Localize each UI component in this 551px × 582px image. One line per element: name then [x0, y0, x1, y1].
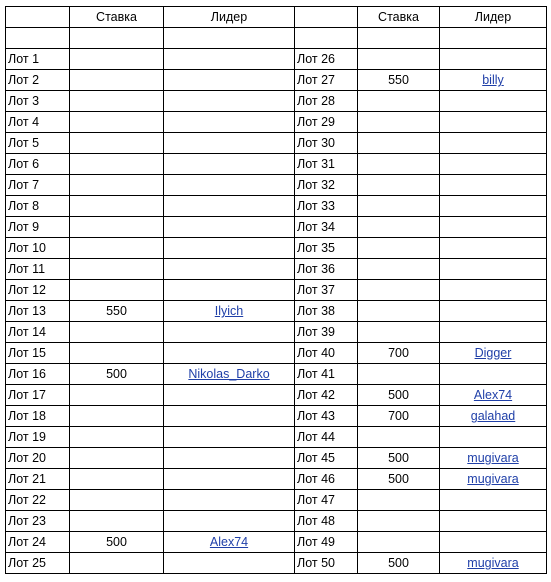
lot-label: Лот 37 [295, 280, 358, 301]
table-row [6, 280, 547, 301]
bid-cell [358, 133, 440, 154]
lot-label: Лот 11 [6, 259, 70, 280]
leader-link[interactable]: billy [482, 73, 504, 87]
bid-cell [70, 259, 164, 280]
bid-cell [70, 322, 164, 343]
empty-cell [358, 28, 440, 49]
lot-label: Лот 36 [295, 259, 358, 280]
lot-label: Лот 33 [295, 196, 358, 217]
bid-cell [70, 49, 164, 70]
leader-cell [164, 301, 295, 322]
auction-lots-table [5, 6, 547, 574]
lot-label: Лот 14 [6, 322, 70, 343]
leader-cell [440, 91, 547, 112]
lot-label: Лот 35 [295, 238, 358, 259]
bid-cell [70, 91, 164, 112]
leader-link[interactable]: Digger [474, 346, 512, 360]
bid-cell [70, 133, 164, 154]
bid-cell: 700 [358, 343, 440, 364]
lot-label: Лот 17 [6, 385, 70, 406]
lot-label: Лот 46 [295, 469, 358, 490]
leader-cell [164, 175, 295, 196]
empty-row [6, 28, 547, 49]
leader-cell [164, 112, 295, 133]
table-row [6, 49, 547, 70]
leader-cell [164, 364, 295, 385]
bid-cell: 700 [358, 406, 440, 427]
table-row [6, 154, 547, 175]
leader-cell [440, 322, 547, 343]
leader-cell [440, 343, 547, 364]
leader-cell [440, 259, 547, 280]
lot-label: Лот 24 [6, 532, 70, 553]
leader-cell [164, 469, 295, 490]
lot-label: Лот 8 [6, 196, 70, 217]
lot-label: Лот 39 [295, 322, 358, 343]
leader-cell [164, 259, 295, 280]
lot-label: Лот 9 [6, 217, 70, 238]
header-bid: Ставка [358, 7, 440, 28]
bid-cell [70, 406, 164, 427]
leader-link[interactable]: mugivara [467, 556, 519, 570]
table-row [6, 70, 547, 91]
leader-cell [440, 364, 547, 385]
leader-cell [440, 448, 547, 469]
bid-cell: 550 [70, 301, 164, 322]
leader-cell [164, 448, 295, 469]
leader-cell [164, 343, 295, 364]
leader-cell [440, 532, 547, 553]
lot-label: Лот 50 [295, 553, 358, 574]
lot-label: Лот 44 [295, 427, 358, 448]
bid-cell [70, 196, 164, 217]
table-row [6, 490, 547, 511]
bid-cell [358, 175, 440, 196]
table-row [6, 133, 547, 154]
lot-label: Лот 4 [6, 112, 70, 133]
table-row [6, 112, 547, 133]
lot-label: Лот 31 [295, 154, 358, 175]
lot-label: Лот 40 [295, 343, 358, 364]
bid-cell [358, 112, 440, 133]
lot-label: Лот 21 [6, 469, 70, 490]
bid-cell: 500 [70, 364, 164, 385]
empty-cell [295, 28, 358, 49]
leader-cell [164, 154, 295, 175]
leader-cell [440, 301, 547, 322]
lot-label: Лот 7 [6, 175, 70, 196]
lot-label: Лот 1 [6, 49, 70, 70]
lot-label: Лот 12 [6, 280, 70, 301]
table-row [6, 175, 547, 196]
lot-label: Лот 16 [6, 364, 70, 385]
bid-cell [70, 448, 164, 469]
leader-link[interactable]: Alex74 [209, 535, 249, 549]
bid-cell [70, 511, 164, 532]
leader-cell [164, 427, 295, 448]
header-row [6, 7, 547, 28]
bid-cell: 500 [358, 385, 440, 406]
bid-cell: 500 [358, 553, 440, 574]
leader-link[interactable]: mugivara [467, 451, 519, 465]
bid-cell: 500 [70, 532, 164, 553]
lot-label: Лот 42 [295, 385, 358, 406]
lot-label: Лот 38 [295, 301, 358, 322]
table-row [6, 511, 547, 532]
bid-cell [70, 469, 164, 490]
bid-cell [70, 280, 164, 301]
leader-cell [440, 70, 547, 91]
table-row [6, 448, 547, 469]
header-cell [6, 7, 70, 28]
bid-cell [358, 154, 440, 175]
bid-cell [70, 427, 164, 448]
leader-cell [164, 70, 295, 91]
table-row [6, 427, 547, 448]
lot-label: Лот 20 [6, 448, 70, 469]
bid-cell [358, 301, 440, 322]
header-cell [295, 7, 358, 28]
lot-label: Лот 30 [295, 133, 358, 154]
table-row [6, 322, 547, 343]
leader-cell [440, 49, 547, 70]
bid-cell: 500 [358, 469, 440, 490]
lot-label: Лот 13 [6, 301, 70, 322]
header-bid: Ставка [70, 7, 164, 28]
leader-cell [164, 532, 295, 553]
table-row [6, 217, 547, 238]
bid-cell [70, 70, 164, 91]
leader-cell [164, 490, 295, 511]
leader-cell [440, 385, 547, 406]
lot-label: Лот 28 [295, 91, 358, 112]
bid-cell [70, 385, 164, 406]
leader-cell [164, 511, 295, 532]
bid-cell [70, 175, 164, 196]
leader-cell [164, 196, 295, 217]
bid-cell [70, 217, 164, 238]
lot-label: Лот 32 [295, 175, 358, 196]
leader-cell [440, 406, 547, 427]
lot-label: Лот 41 [295, 364, 358, 385]
bid-cell [358, 217, 440, 238]
lot-label: Лот 34 [295, 217, 358, 238]
bid-cell [358, 364, 440, 385]
lot-label: Лот 47 [295, 490, 358, 511]
empty-cell [440, 28, 547, 49]
leader-cell [440, 427, 547, 448]
lot-label: Лот 26 [295, 49, 358, 70]
table-row [6, 238, 547, 259]
lot-label: Лот 19 [6, 427, 70, 448]
leader-cell [440, 196, 547, 217]
leader-cell [164, 385, 295, 406]
bid-cell [70, 112, 164, 133]
table-row [6, 385, 547, 406]
table-row [6, 301, 547, 322]
bid-cell [70, 343, 164, 364]
leader-cell [164, 133, 295, 154]
table-row [6, 196, 547, 217]
leader-cell [440, 511, 547, 532]
bid-cell [358, 322, 440, 343]
lot-label: Лот 48 [295, 511, 358, 532]
lot-label: Лот 22 [6, 490, 70, 511]
table-row [6, 364, 547, 385]
bid-cell [358, 259, 440, 280]
leader-cell [164, 238, 295, 259]
bid-cell [358, 532, 440, 553]
leader-cell [440, 217, 547, 238]
table-row [6, 91, 547, 112]
bid-cell [70, 238, 164, 259]
bid-cell [70, 490, 164, 511]
lot-label: Лот 10 [6, 238, 70, 259]
bid-cell [358, 91, 440, 112]
leader-link[interactable]: mugivara [467, 472, 519, 486]
lot-label: Лот 5 [6, 133, 70, 154]
bid-cell: 550 [358, 70, 440, 91]
leader-cell [440, 280, 547, 301]
leader-cell [164, 91, 295, 112]
bid-cell [358, 511, 440, 532]
leader-link[interactable]: Alex74 [473, 388, 513, 402]
table-row [6, 406, 547, 427]
leader-cell [164, 49, 295, 70]
leader-link[interactable]: Ilyich [214, 304, 244, 318]
table-row [6, 259, 547, 280]
lot-label: Лот 49 [295, 532, 358, 553]
table-row [6, 469, 547, 490]
lot-label: Лот 2 [6, 70, 70, 91]
bid-cell [70, 553, 164, 574]
lot-label: Лот 18 [6, 406, 70, 427]
bid-cell [358, 280, 440, 301]
leader-cell [440, 469, 547, 490]
table-row [6, 532, 547, 553]
bid-cell [358, 238, 440, 259]
bid-cell [358, 427, 440, 448]
leader-cell [164, 217, 295, 238]
lot-label: Лот 43 [295, 406, 358, 427]
leader-cell [440, 553, 547, 574]
lot-label: Лот 45 [295, 448, 358, 469]
bid-cell [358, 490, 440, 511]
header-leader: Лидер [164, 7, 295, 28]
leader-cell [164, 280, 295, 301]
leader-cell [440, 112, 547, 133]
leader-cell [440, 238, 547, 259]
leader-cell [440, 175, 547, 196]
bid-cell [358, 49, 440, 70]
leader-cell [164, 553, 295, 574]
leader-cell [164, 406, 295, 427]
lot-label: Лот 29 [295, 112, 358, 133]
bid-cell [358, 196, 440, 217]
leader-cell [440, 490, 547, 511]
lot-label: Лот 25 [6, 553, 70, 574]
leader-link[interactable]: galahad [470, 409, 516, 423]
header-leader: Лидер [440, 7, 547, 28]
lot-label: Лот 23 [6, 511, 70, 532]
leader-cell [164, 322, 295, 343]
empty-cell [70, 28, 164, 49]
table-row [6, 553, 547, 574]
lot-label: Лот 6 [6, 154, 70, 175]
table-row [6, 343, 547, 364]
empty-cell [164, 28, 295, 49]
leader-link[interactable]: Nikolas_Darko [188, 367, 270, 381]
bid-cell [70, 154, 164, 175]
leader-cell [440, 154, 547, 175]
lot-label: Лот 27 [295, 70, 358, 91]
bid-cell: 500 [358, 448, 440, 469]
lot-label: Лот 3 [6, 91, 70, 112]
leader-cell [440, 133, 547, 154]
lot-label: Лот 15 [6, 343, 70, 364]
empty-cell [6, 28, 70, 49]
